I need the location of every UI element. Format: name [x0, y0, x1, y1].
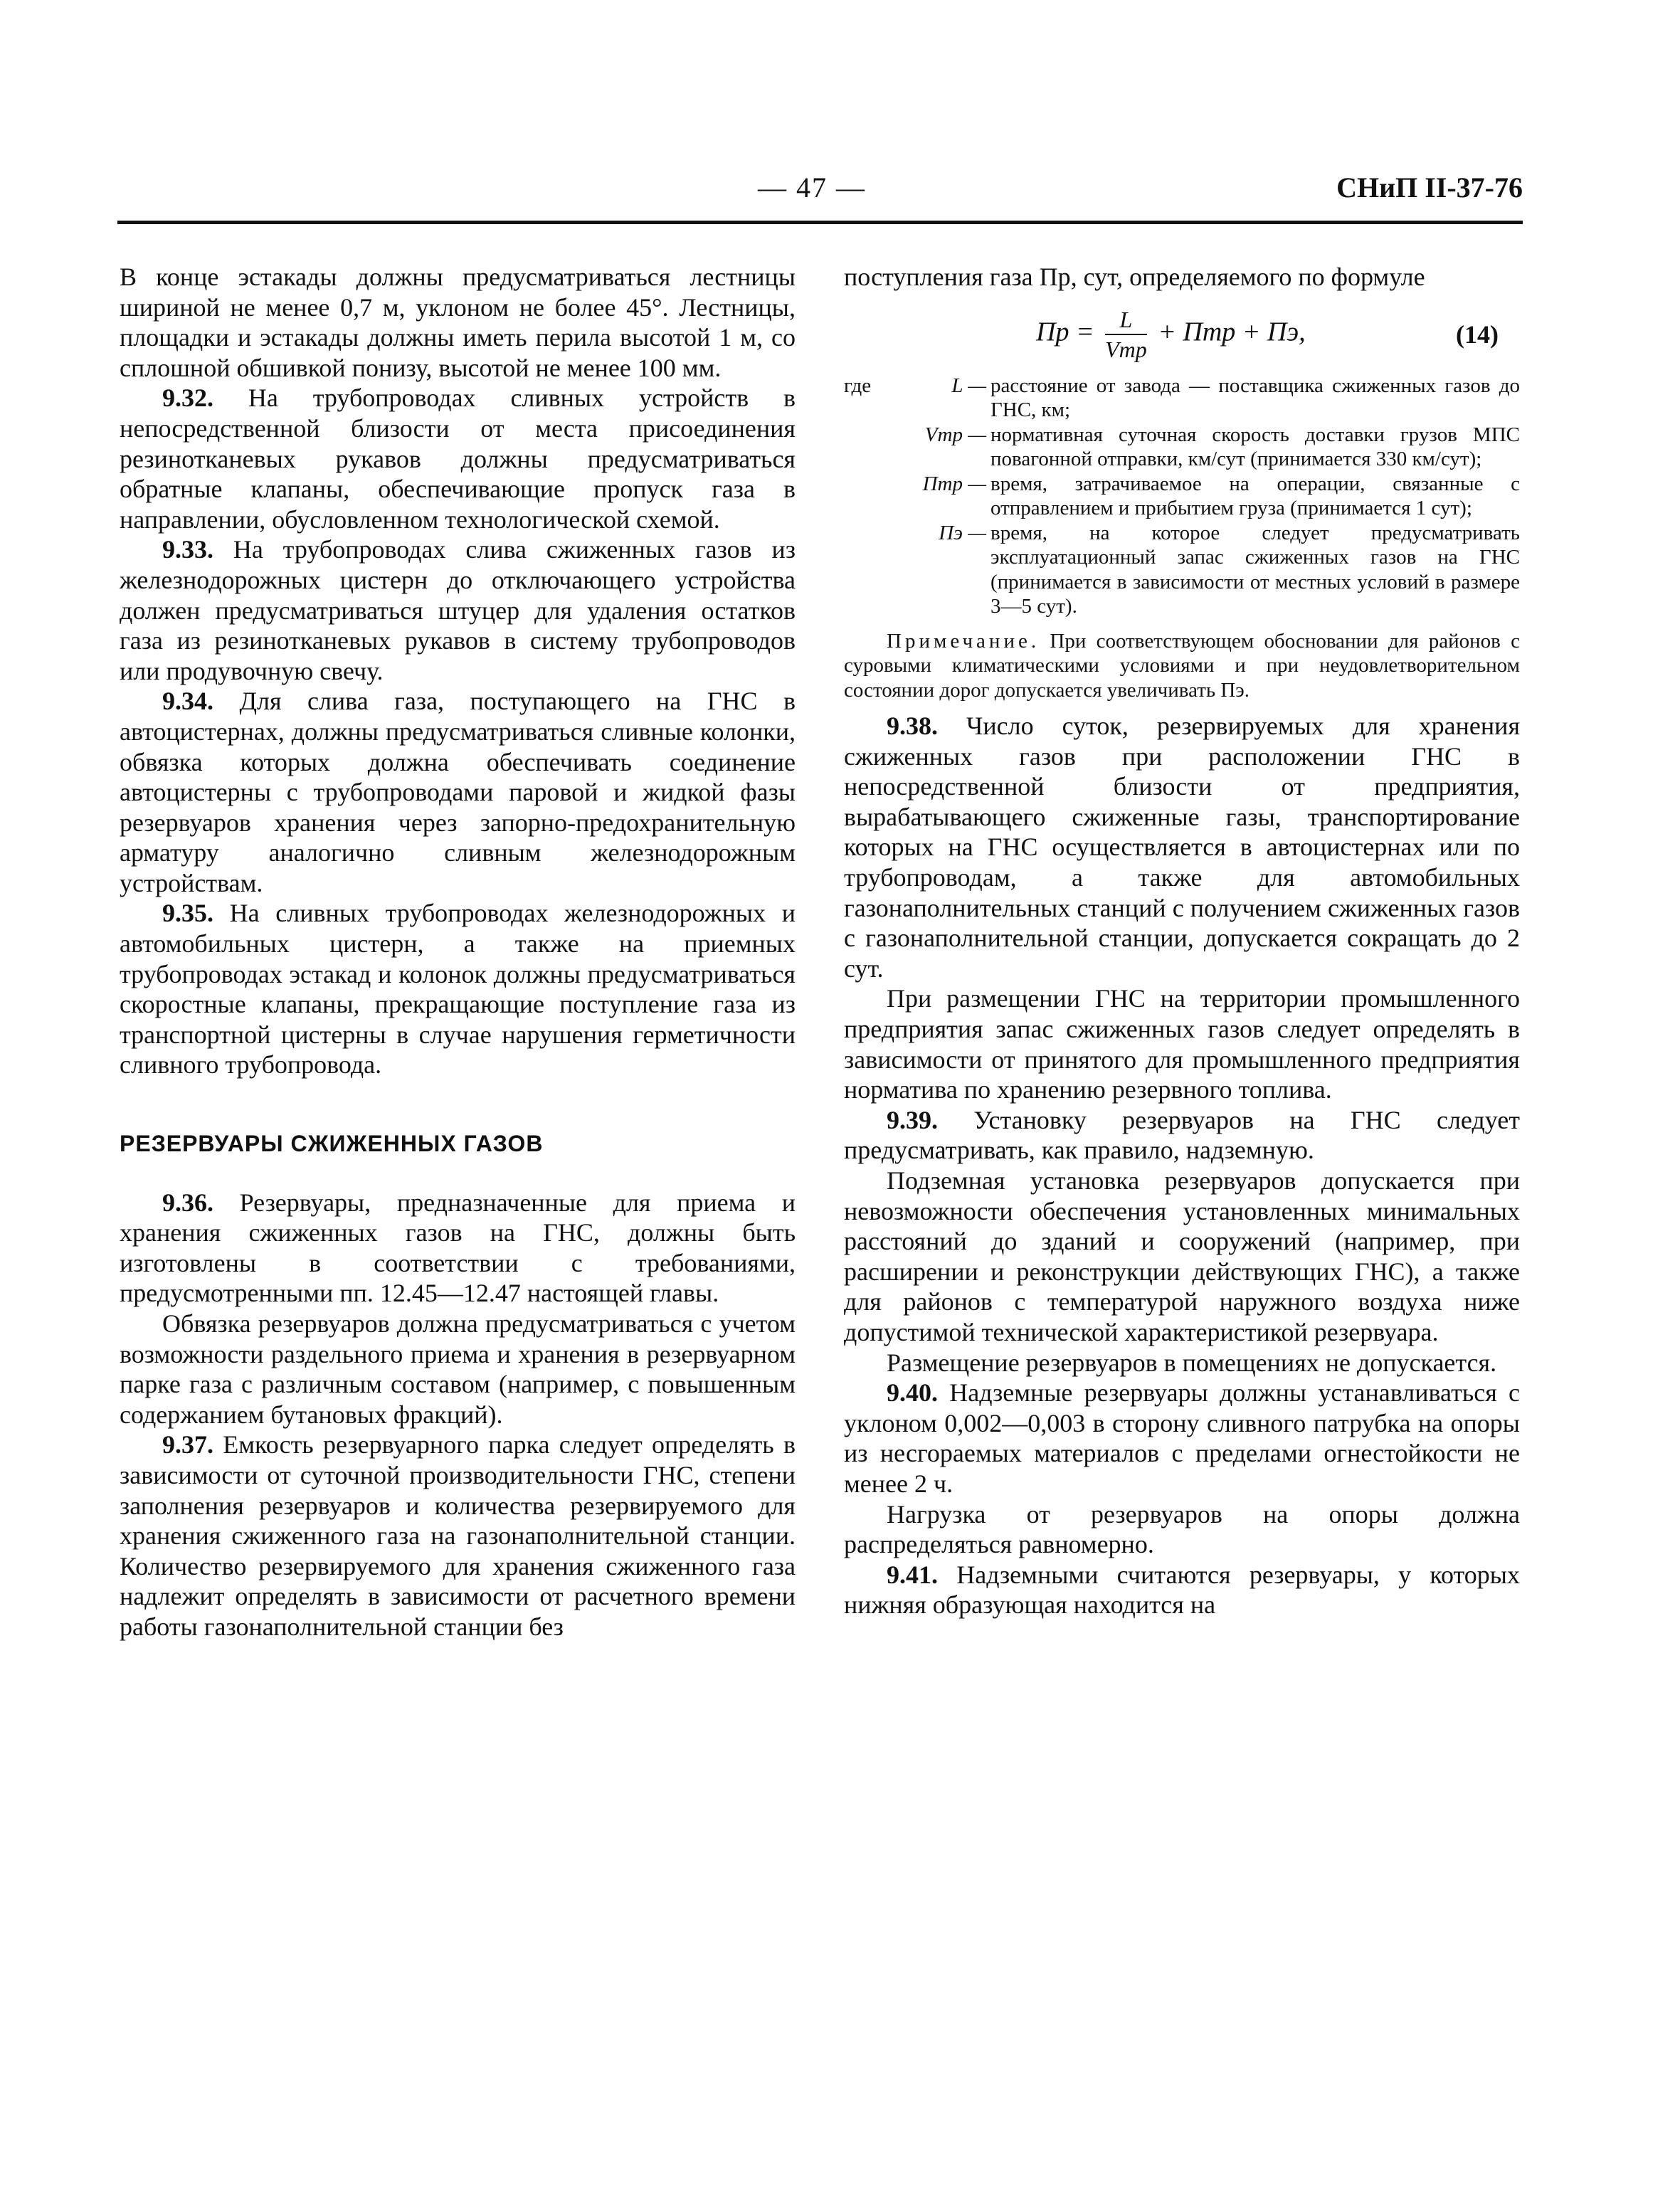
definition-row [844, 472, 1520, 521]
page-number: — 47 — [758, 171, 866, 204]
definition-text: расстояние от завода — поставщика сжиженных газов до ГНС, км; [990, 374, 1520, 422]
variable-definitions [844, 374, 1520, 619]
section-9-36 [120, 1188, 796, 1309]
section-9-40 [844, 1378, 1520, 1499]
section-text: На трубопроводах сливных устройств в непосредственной близости от места присоединения резинотканевых рукавов должны предусматриваться обратные клапаны, обеспечивающие пропуск газа в направлении, обусловленном технологической схемой. [120, 384, 796, 534]
formula-fraction [1105, 305, 1147, 364]
definition-symbol: Vтр — [924, 423, 986, 446]
equation-number: (14) [1456, 320, 1499, 349]
paragraph-continuation: поступления газа Пр, сут, определяемого по формуле [844, 263, 1425, 291]
section-9-32 [120, 383, 796, 534]
section-number: 9.38. [887, 712, 938, 741]
definition-text: время, на которое следует предусматривать эксплуатационный запас сжиженных газов на ГНС (принимается в зависимости от местных условий в размере 3—5 сут). [990, 521, 1520, 618]
section-text: Резервуары, предназначенные для приема и хранения сжиженных газов на ГНС, должны быть изготовлены в соответствии с требованиями, предусмотренными пп. 12.45—12.47 настоящей главы. [120, 1188, 796, 1308]
section-9-41 [844, 1560, 1520, 1620]
where-label: где [844, 374, 872, 397]
definition-row [844, 521, 1520, 619]
fraction-denominator: Vтр [1105, 336, 1147, 362]
section-number: 9.33. [162, 535, 213, 564]
paragraph-industrial: При размещении ГНС на территории промышленного предприятия запас сжиженных газов следует определять в зависимости от принятого для промышленного предприятия норматива по хранению резервного топлива. [844, 984, 1520, 1104]
definition-text: нормативная суточная скорость доставки грузов МПС повагонной отправки, км/сут (принимается 330 км/сут); [990, 423, 1520, 471]
definition-symbol: Пэ — [939, 521, 986, 544]
section-number: 9.37. [162, 1430, 213, 1459]
paragraph-stairs: В конце эстакады должны предусматриваться лестницы шириной не менее 0,7 м, уклоном не более 45°. Лестницы, площадки и эстакады должны иметь перила высотой 1 м, со сплошной обшивкой понизу, высотой не менее 100 мм. [120, 263, 796, 382]
note-text: При соответствующем обосновании для районов с суровыми климатическими условиями и при неудовлетворительном состоянии дорог допускается увеличивать Пэ. [844, 629, 1520, 702]
formula-expression [1036, 305, 1306, 364]
section-9-35 [120, 898, 796, 1080]
document-code: СНиП II-37-76 [1336, 171, 1523, 204]
section-text: Надземные резервуары должны устанавливаться с уклоном 0,002—0,003 в сторону сливного патрубка на опоры из несгораемых материалов с пределами огнестойкости не менее 2 ч. [844, 1378, 1520, 1498]
section-number: 9.41. [887, 1560, 938, 1589]
formula-rhs: + Птр + Пэ, [1158, 317, 1306, 347]
right-column [844, 262, 1520, 1620]
section-9-38 [844, 711, 1520, 983]
section-text: Надземными считаются резервуары, у которых нижняя образующая находится на [844, 1560, 1520, 1620]
section-number: 9.39. [887, 1105, 938, 1134]
definition-row [844, 423, 1520, 472]
left-column [120, 262, 796, 1642]
section-heading: РЕЗЕРВУАРЫ СЖИЖЕННЫХ ГАЗОВ [120, 1131, 544, 1157]
paragraph-binding: Обвязка резервуаров должна предусматриваться с учетом возможности раздельного приема и хранения в резервуарном парке газа с различным составом (например, с повышенным содержанием бутановых фракций). [120, 1309, 796, 1429]
section-text: Число суток, резервируемых для хранения сжиженных газов при расположении ГНС в непосредственной близости от предприятия, вырабатывающего сжиженные газы, транспортирование которых на ГНС осуществляется в автоцистернах или по трубопроводам, а также для автомобильных газонаполнительных станций с получением сжиженных газов с газонаполнительной станции, допускается сокращать до 2 сут. [844, 712, 1520, 983]
section-number: 9.32. [162, 384, 213, 413]
section-text: На сливных трубопроводах железнодорожных и автомобильных цистерн, а также на приемных трубопроводах эстакад и колонок должны предусматриваться скоростные клапаны, прекращающие поступление газа из транспортной цистерны в случае нарушения герметичности сливного трубопровода. [120, 899, 796, 1079]
definition-row [844, 374, 1520, 423]
note [844, 629, 1520, 703]
paragraph-underground: Подземная установка резервуаров допускается при невозможности обеспечения установленных минимальных расстояний до зданий и сооружений (например, при расширении и реконструкции действующих ГНС), а также для районов с температурой наружного воздуха ниже допустимой технической характеристикой резервуара. [844, 1166, 1520, 1346]
section-text: Установку резервуаров на ГНС следует предусматривать, как правило, надземную. [844, 1105, 1520, 1165]
section-9-37 [120, 1430, 796, 1642]
section-9-34 [120, 686, 796, 898]
note-label: Примечание. [887, 629, 1040, 653]
section-number: 9.36. [162, 1188, 213, 1217]
section-9-39 [844, 1105, 1520, 1166]
section-9-33 [120, 534, 796, 686]
definition-symbol: Птр — [922, 472, 986, 495]
section-text: На трубопроводах слива сжиженных газов из железнодорожных цистерн до отключающего устройства должен предусматриваться штуцер для удаления остатков газа из резинотканевых рукавов в систему трубопроводов или продувочную свечу. [120, 535, 796, 685]
section-number: 9.35. [162, 899, 213, 928]
definition-symbol: L — [951, 374, 986, 397]
section-text: Емкость резервуарного парка следует определять в зависимости от суточной производительности ГНС, степени заполнения резервуаров и количества резервируемого для хранения сжиженного газа на газонаполнительной станции. Количество резервируемого для хранения сжиженного газа надлежит определять в зависимости от расчетного времени работы газонаполнительной станции без [120, 1430, 796, 1641]
header-rule [117, 221, 1523, 224]
paragraph-indoor: Размещение резервуаров в помещениях не допускается. [887, 1348, 1497, 1377]
formula-lhs: Пр = [1036, 317, 1094, 347]
formula-14 [844, 295, 1520, 374]
section-number: 9.34. [162, 687, 213, 716]
section-number: 9.40. [887, 1378, 938, 1408]
fraction-numerator: L [1105, 305, 1147, 335]
paragraph-load: Нагрузка от резервуаров на опоры должна распределяться равномерно. [844, 1499, 1520, 1559]
section-text: Для слива газа, поступающего на ГНС в автоцистернах, должны предусматриваться сливные колонки, обвязка которых должна обеспечивать соединение автоцистерны с трубопроводами паровой и жидкой фазы резервуаров хранения через запорно-предохранительную арматуру аналогично сливным железнодорожным устройствам. [120, 687, 796, 897]
page-header [117, 171, 1523, 213]
definition-text: время, затрачиваемое на операции, связанные с отправлением и прибытием груза (принимается 1 сут); [990, 472, 1520, 520]
